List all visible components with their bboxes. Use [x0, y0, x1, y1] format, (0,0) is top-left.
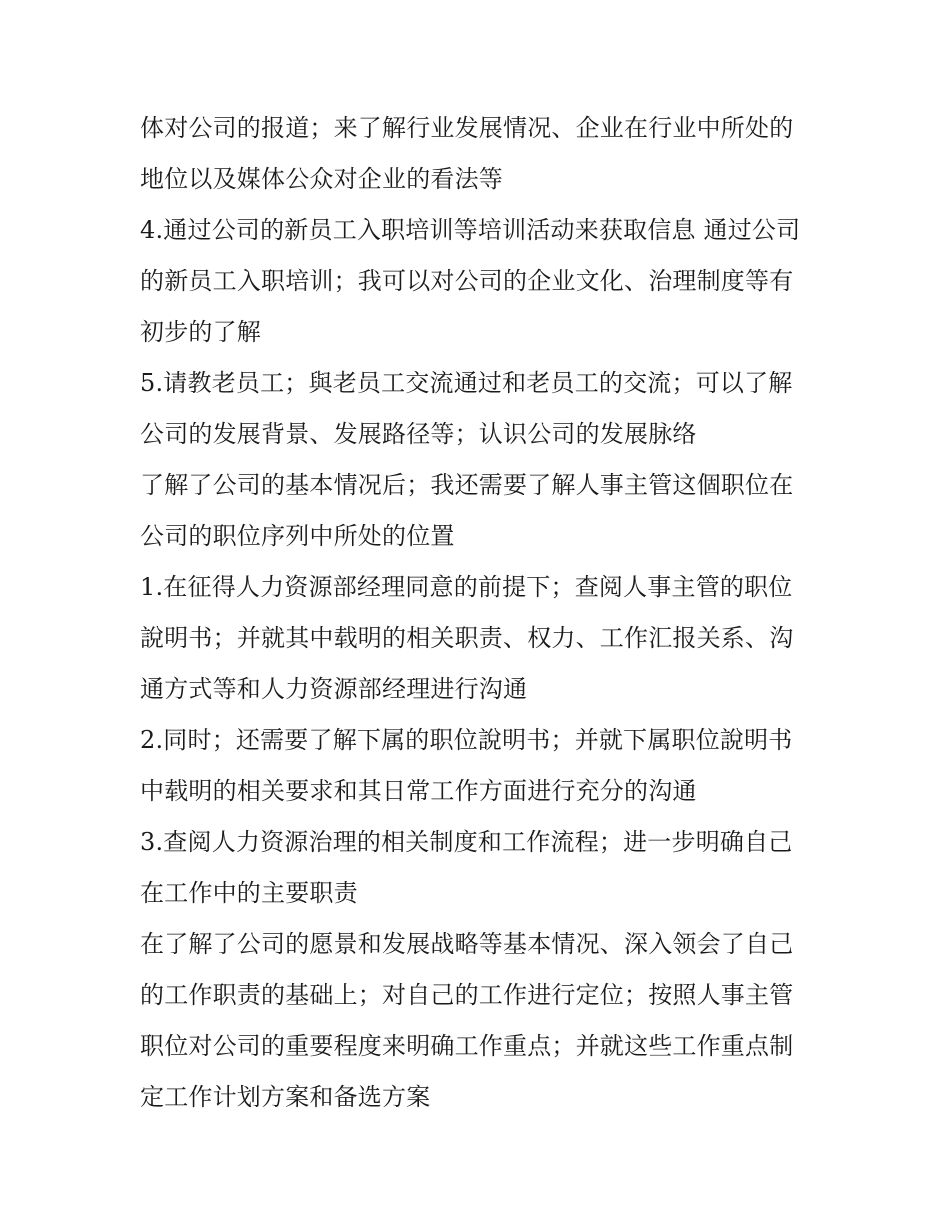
- text-line: 4.通过公司的新员工入职培训等培训活动来获取信息 通过公司: [140, 216, 801, 244]
- text-line: 地位以及媒体公众对企业的看法等: [140, 165, 503, 193]
- text-line: 了解了公司的基本情况后；我还需要了解人事主管这個职位在: [140, 471, 794, 499]
- text-line: 的工作职责的基础上；对自己的工作进行定位；按照人事主管: [140, 981, 794, 1009]
- text-line: 公司的发展背景、发展路径等；认识公司的发展脉络: [140, 420, 697, 448]
- document-body: [140, 103, 820, 1123]
- text-line: 3.查阅人力资源治理的相关制度和工作流程；进一步明确自己: [140, 828, 793, 856]
- text-line: 职位对公司的重要程度来明确工作重点；并就这些工作重点制: [140, 1032, 794, 1060]
- text-line: 說明书；并就其中载明的相关职责、权力、工作汇报关系、沟: [140, 624, 794, 652]
- text-line: 1.在征得人力资源部经理同意的前提下；查阅人事主管的职位: [140, 573, 793, 601]
- text-line: 在工作中的主要职责: [140, 879, 358, 907]
- text-line: 公司的职位序列中所处的位置: [140, 522, 455, 550]
- text-line: 的新员工入职培训；我可以对公司的企业文化、治理制度等有: [140, 267, 794, 295]
- text-line: 定工作计划方案和备选方案: [140, 1083, 431, 1111]
- text-line: 中载明的相关要求和其日常工作方面进行充分的沟通: [140, 777, 697, 805]
- text-line: 体对公司的报道；来了解行业发展情况、企业在行业中所处的: [140, 114, 794, 142]
- text-line: 通方式等和人力资源部经理进行沟通: [140, 675, 528, 703]
- text-line: 2.同时；还需要了解下属的职位說明书；并就下属职位說明书: [140, 726, 793, 754]
- text-line: 在了解了公司的愿景和发展战略等基本情况、深入领会了自己: [140, 930, 794, 958]
- text-line: 5.请教老员工；與老员工交流通过和老员工的交流；可以了解: [140, 369, 793, 397]
- text-line: 初步的了解: [140, 318, 261, 346]
